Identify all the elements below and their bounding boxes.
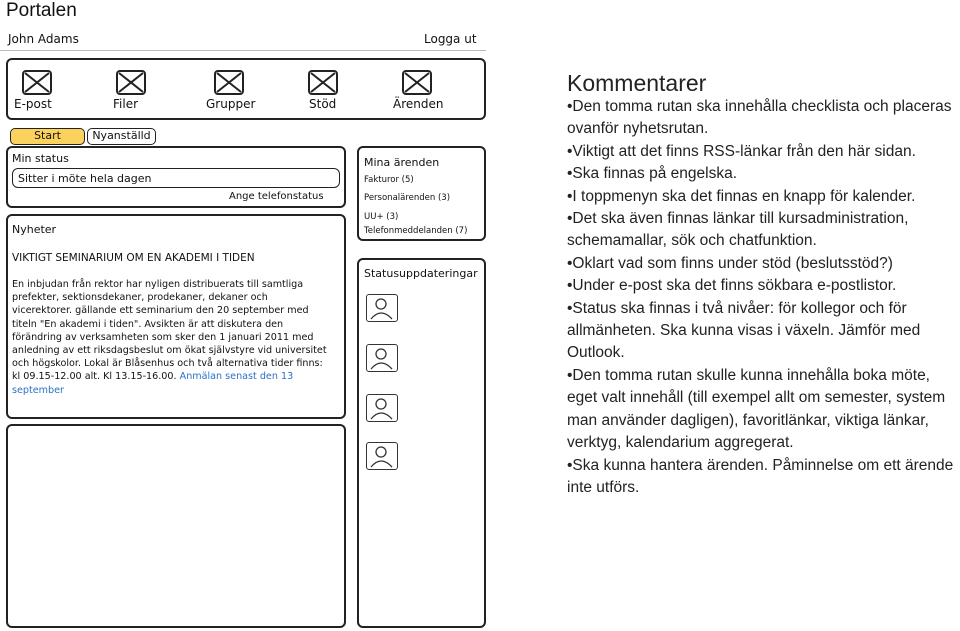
nav-item-support[interactable]: Stöd — [309, 97, 337, 111]
empty-panel — [6, 424, 346, 628]
comment-item: •I toppmenyn ska det finnas en knapp för kalender. — [567, 187, 916, 205]
comments-title: Kommentarer — [567, 70, 707, 96]
nav-item-email[interactable]: E-post — [14, 97, 52, 111]
nav-item-files[interactable]: Filer — [113, 97, 139, 111]
comment-item: •Oklart vad som finns under stöd (beslutsstöd?) — [567, 254, 893, 272]
news-headline: VIKTIGT SEMINARIUM OM EN AKADEMI I TIDEN — [12, 252, 255, 264]
case-item-personnel[interactable]: Personalärenden (3) — [364, 193, 451, 203]
comments-list — [567, 96, 957, 499]
comment-item: •Den tomma rutan skulle kunna innehålla boka möte, eget valt innehåll (till exempel allt om semester, system man använder dagligen), favoritlänkar, viktiga länkar, verktyg, kalendarium aggregerat. — [567, 366, 946, 452]
comment-item: •Viktigt att det finns RSS-länkar från den här sidan. — [567, 142, 916, 160]
news-line: anledning av ett riksdagsbeslut om ökat självstyre vid universitet — [12, 345, 327, 357]
comments-section — [567, 70, 957, 499]
comment-item: •Status ska finnas i två nivåer: för kollegor och för allmänheten. Ska kunna visas i växeln. Jämför med Outlook. — [567, 299, 921, 362]
status-title: Min status — [12, 152, 69, 165]
status-input[interactable] — [12, 168, 340, 188]
tab-start[interactable]: Start — [10, 128, 85, 145]
avatar-icon[interactable] — [366, 442, 398, 470]
news-line: titeln "En akademi i tiden". Avsikten är att diskutera den — [12, 318, 284, 330]
comment-item: •Den tomma rutan ska innehålla checklista och placeras ovanför nyhetsrutan. — [567, 98, 952, 138]
tab-new-employee[interactable]: Nyanställd — [87, 128, 156, 145]
news-line — [12, 370, 342, 383]
news-line: prefekter, sektionsdekaner, prodekaner, dekaner och — [12, 292, 268, 304]
avatar-icon[interactable] — [366, 344, 398, 372]
status-value: Sitter i möte hela dagen — [18, 172, 152, 185]
logout-link[interactable]: Logga ut — [424, 32, 477, 46]
news-line: och högskolor. Lokal är Blåsenhus och två alternativa tider finns: — [12, 358, 323, 370]
comment-item: •Ska kunna hantera ärenden. Påminnelse om ett ärende inte utförs. — [567, 456, 954, 496]
news-body — [12, 278, 342, 397]
comment-item: •Det ska även finnas länkar till kursadministration, schemamallar, sök och chatfunktion. — [567, 210, 909, 250]
email-icon[interactable] — [22, 70, 52, 95]
avatar-icon[interactable] — [366, 294, 398, 322]
nav-item-groups[interactable]: Grupper — [206, 97, 256, 111]
avatar-icon[interactable] — [366, 394, 398, 422]
status-updates-title: Statusuppdateringar — [364, 267, 478, 280]
phone-status-link[interactable]: Ange telefonstatus — [229, 191, 324, 202]
support-icon[interactable] — [308, 70, 338, 95]
news-line: vicerektorer. gällande ett seminarium den 20 september med — [12, 305, 309, 317]
groups-icon[interactable] — [214, 70, 244, 95]
app-title: Portalen — [6, 0, 77, 21]
case-item-phone-messages[interactable]: Telefonmeddelanden (7) — [364, 226, 468, 236]
cases-icon[interactable] — [402, 70, 432, 95]
registration-link[interactable]: Anmälan senast den 13 — [179, 371, 294, 383]
news-line: förändring av verksamheten som sker den 1 januari 2011 med — [12, 331, 314, 343]
comment-item: •Ska finnas på engelska. — [567, 165, 738, 183]
registration-link-cont[interactable]: september — [12, 384, 64, 396]
news-title: Nyheter — [12, 223, 57, 236]
nav-item-cases[interactable]: Ärenden — [393, 97, 444, 111]
user-name: John Adams — [8, 32, 79, 46]
case-item-uu[interactable]: UU+ (3) — [364, 212, 399, 222]
cases-title: Mina ärenden — [364, 156, 440, 169]
case-item-invoices[interactable]: Fakturor (5) — [364, 175, 414, 185]
comment-item: •Under e-post ska det finns sökbara e-postlistor. — [567, 277, 897, 295]
files-icon[interactable] — [116, 70, 146, 95]
news-line: En inbjudan från rektor har nyligen distribuerats till samtliga — [12, 279, 304, 290]
news-line-text: kl 09.15-12.00 alt. Kl 13.15-16.00. — [12, 371, 180, 383]
header-divider — [0, 50, 486, 51]
